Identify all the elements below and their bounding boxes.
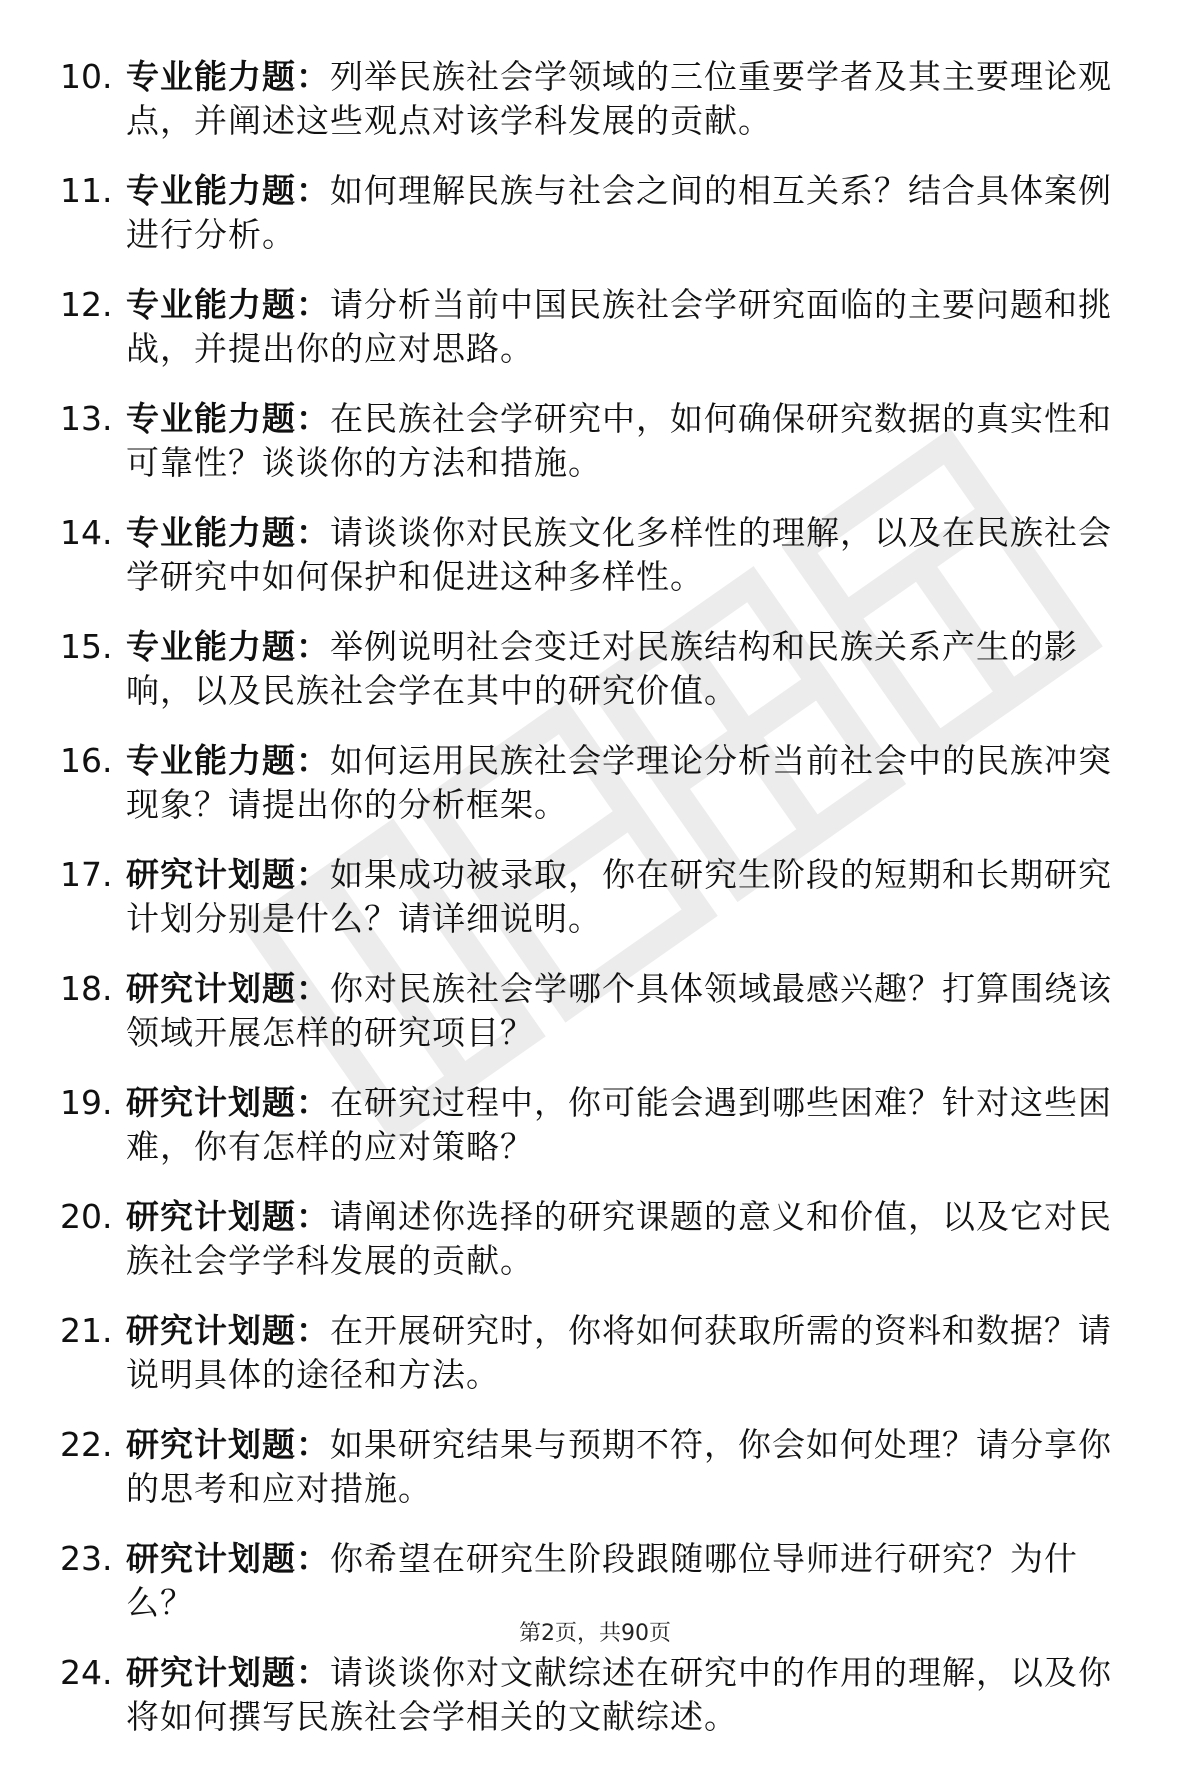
question-text: 请谈谈你对文献综述在研究中的作用的理解，以及你将如何撰写民族社会学相关的文献综述。 xyxy=(126,1653,1112,1736)
question-item xyxy=(60,1423,1120,1511)
question-text: 在开展研究时，你将如何获取所需的资料和数据？请说明具体的途径和方法。 xyxy=(126,1311,1112,1394)
question-category: 研究计划题： xyxy=(126,1083,330,1122)
question-category: 专业能力题： xyxy=(126,627,330,666)
question-item xyxy=(60,397,1120,485)
question-number: 13. xyxy=(60,399,113,438)
question-text: 如果研究结果与预期不符，你会如何处理？请分享你的思考和应对措施。 xyxy=(126,1425,1112,1508)
question-text: 请阐述你选择的研究课题的意义和价值，以及它对民族社会学学科发展的贡献。 xyxy=(126,1197,1112,1280)
question-text: 如果成功被录取，你在研究生阶段的短期和长期研究计划分别是什么？请详细说明。 xyxy=(126,855,1112,938)
question-text: 请分析当前中国民族社会学研究面临的主要问题和挑战，并提出你的应对思路。 xyxy=(126,285,1112,368)
question-category: 研究计划题： xyxy=(126,1311,330,1350)
question-category: 研究计划题： xyxy=(126,1197,330,1236)
question-text: 如何运用民族社会学理论分析当前社会中的民族冲突现象？请提出你的分析框架。 xyxy=(126,741,1112,824)
question-text: 你希望在研究生阶段跟随哪位导师进行研究？为什么？ xyxy=(126,1539,1078,1622)
page-indicator: 第2页，共90页 xyxy=(519,1621,671,1646)
question-item xyxy=(60,55,1120,143)
question-number: 20. xyxy=(60,1197,113,1236)
question-number: 14. xyxy=(60,513,113,552)
question-category: 专业能力题： xyxy=(126,399,330,438)
question-number: 15. xyxy=(60,627,113,666)
question-text: 列举民族社会学领域的三位重要学者及其主要理论观点，并阐述这些观点对该学科发展的贡献。 xyxy=(126,57,1112,140)
question-category: 研究计划题： xyxy=(126,855,330,894)
question-item xyxy=(60,853,1120,941)
question-number: 10. xyxy=(60,57,113,96)
question-text: 如何理解民族与社会之间的相互关系？结合具体案例进行分析。 xyxy=(126,171,1112,254)
question-number: 16. xyxy=(60,741,113,780)
question-item xyxy=(60,1651,1120,1739)
question-number: 18. xyxy=(60,969,113,1008)
question-number: 21. xyxy=(60,1311,113,1350)
question-number: 19. xyxy=(60,1083,113,1122)
question-item xyxy=(60,1537,1120,1625)
question-text: 在民族社会学研究中，如何确保研究数据的真实性和可靠性？谈谈你的方法和措施。 xyxy=(126,399,1112,482)
question-category: 专业能力题： xyxy=(126,741,330,780)
question-item xyxy=(60,511,1120,599)
question-item xyxy=(60,283,1120,371)
question-item xyxy=(60,1081,1120,1169)
question-item xyxy=(60,1195,1120,1283)
question-category: 专业能力题： xyxy=(126,513,330,552)
question-category: 研究计划题： xyxy=(126,969,330,1008)
question-text: 你对民族社会学哪个具体领域最感兴趣？打算围绕该领域开展怎样的研究项目？ xyxy=(126,969,1112,1052)
question-item xyxy=(60,739,1120,827)
question-category: 专业能力题： xyxy=(126,57,330,96)
question-item xyxy=(60,967,1120,1055)
question-item xyxy=(60,1309,1120,1397)
question-text: 在研究过程中，你可能会遇到哪些困难？针对这些困难，你有怎样的应对策略？ xyxy=(126,1083,1112,1166)
question-category: 研究计划题： xyxy=(126,1653,330,1692)
question-number: 17. xyxy=(60,855,113,894)
question-category: 研究计划题： xyxy=(126,1425,330,1464)
question-category: 专业能力题： xyxy=(126,171,330,210)
question-number: 22. xyxy=(60,1425,113,1464)
question-number: 11. xyxy=(60,171,113,210)
question-text: 举例说明社会变迁对民族结构和民族关系产生的影响，以及民族社会学在其中的研究价值。 xyxy=(126,627,1078,710)
question-item xyxy=(60,625,1120,713)
question-category: 研究计划题： xyxy=(126,1539,330,1578)
question-item xyxy=(60,169,1120,257)
question-number: 24. xyxy=(60,1653,113,1692)
question-list xyxy=(60,55,1120,1765)
question-number: 12. xyxy=(60,285,113,324)
question-category: 专业能力题： xyxy=(126,285,330,324)
question-number: 23. xyxy=(60,1539,113,1578)
question-text: 请谈谈你对民族文化多样性的理解，以及在民族社会学研究中如何保护和促进这种多样性。 xyxy=(126,513,1112,596)
